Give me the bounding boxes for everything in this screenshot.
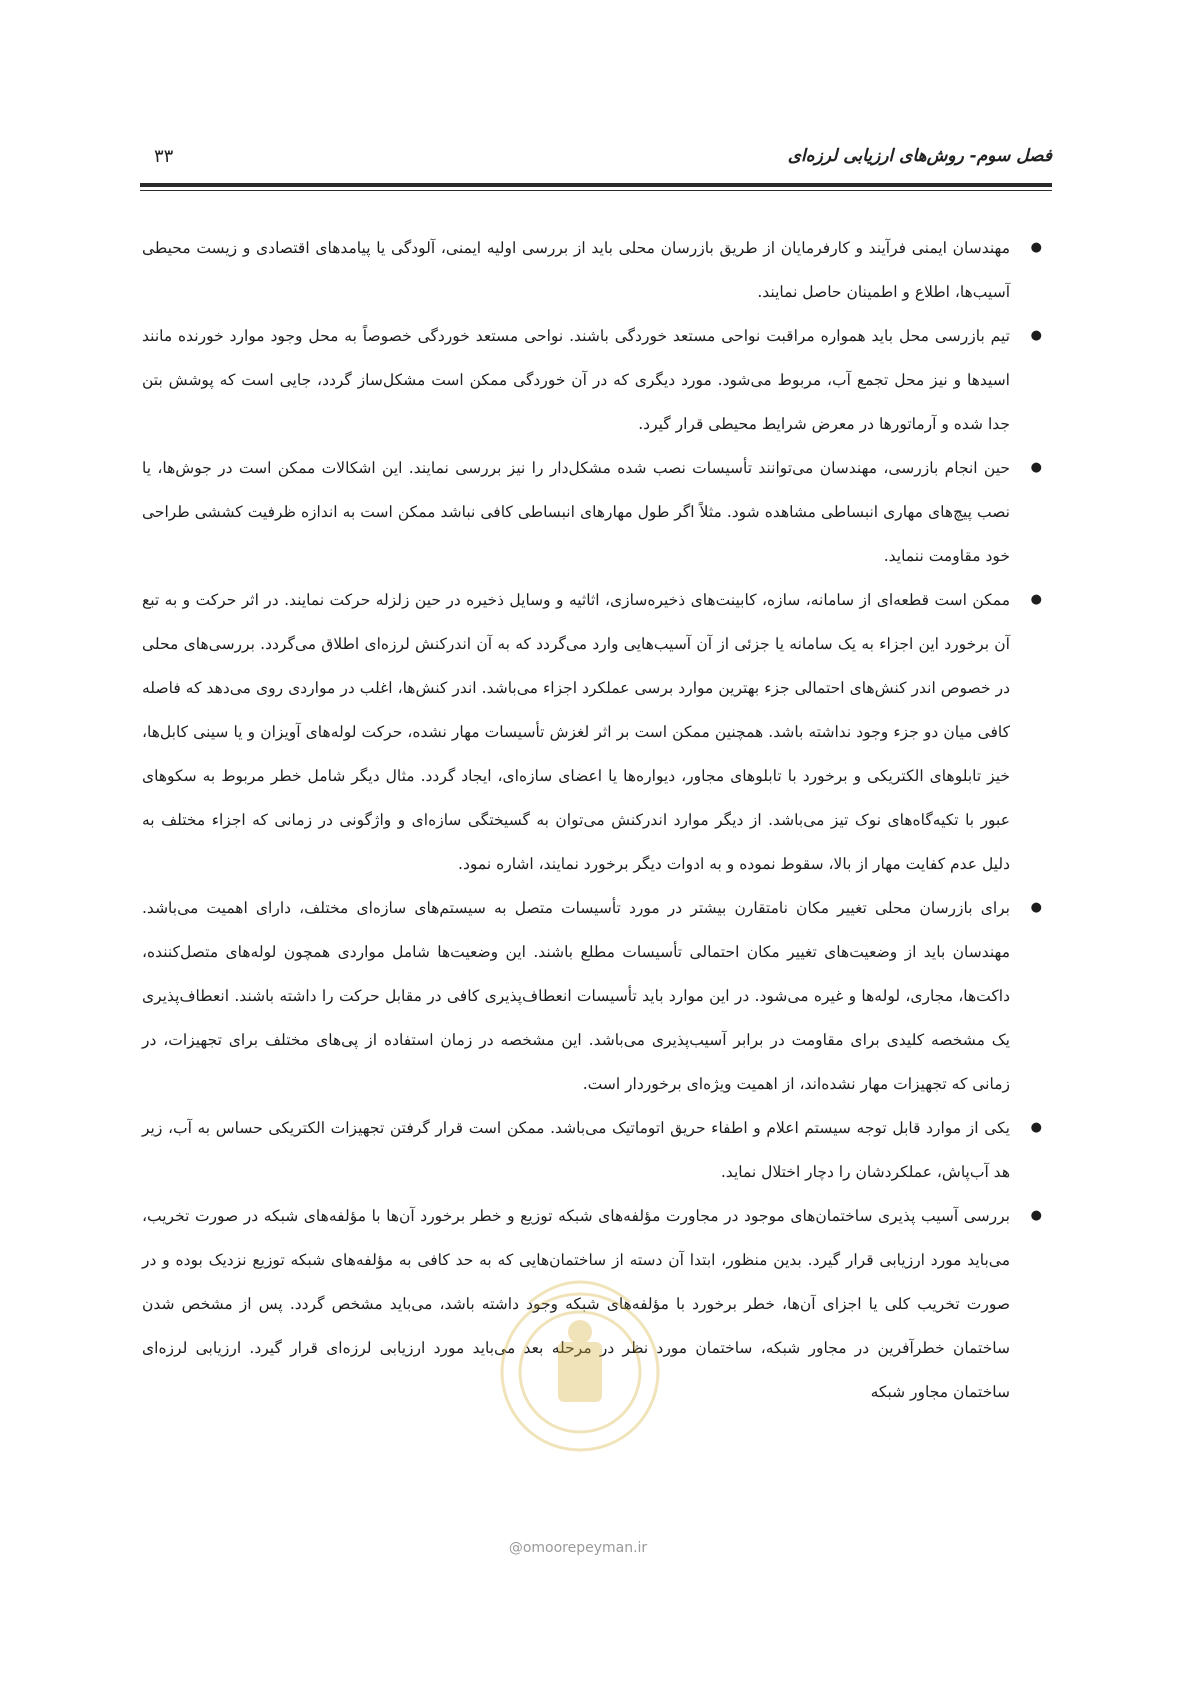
bullet-text: برای بازرسان محلی تغییر مکان نامتقارن بیشتر در مورد تأسیسات متصل به سیستم‌های سازه‌ای مختلف، دارای اهمیت می‌باشد. مهندسان باید از وضعیت‌های تغییر مکان احتمالی تأسیسات مطلع باشند. این وضعیت‌ها شامل مواردی همچون لوله‌های متصل‌کننده، داکت‌ها، مجاری، لوله‌ها و غیره می‌شود. در این موارد باید تأسیسات انعطاف‌پذیری کافی در مقابل حرکت را داشته باشند. انعطاف‌پذیری یک مشخصه کلیدی برای مقاومت در برابر آسیب‌پذیری می‌باشد. این مشخصه در زمان استفاده از پی‌های مختلف برای تجهیزات، در زمانی که تجهیزات مهار نشده‌اند، از اهمیت ویژه‌ای برخوردار است. xyxy=(142,899,1010,1093)
bullet-icon: ● xyxy=(1030,1208,1042,1223)
bullet-list xyxy=(142,226,1050,1414)
bullet-icon: ● xyxy=(1030,460,1042,475)
bullet-icon: ● xyxy=(1030,1120,1042,1135)
page-number: ۳۳ xyxy=(154,146,174,167)
bullet-icon: ● xyxy=(1030,328,1042,343)
header-rule-thin xyxy=(140,190,1052,191)
body-content xyxy=(142,226,1050,1414)
watermark-url: @omoorepeyman.ir xyxy=(508,1540,648,1556)
bullet-item xyxy=(142,578,1050,886)
bullet-icon: ● xyxy=(1030,240,1042,255)
bullet-item xyxy=(142,1194,1050,1414)
bullet-item xyxy=(142,1106,1050,1194)
bullet-item xyxy=(142,314,1050,446)
bullet-item xyxy=(142,446,1050,578)
bullet-text: بررسی آسیب پذیری ساختمان‌های موجود در مجاورت مؤلفه‌های شبکه توزیع و خطر برخورد آن‌ها با مؤلفه‌های شبکه در صورت تخریب، می‌باید مورد ارزیابی قرار گیرد. بدین منظور، ابتدا آن دسته از ساختمان‌هایی که به حد کافی به مؤلفه‌های شبکه توزیع نزدیک بوده و در صورت تخریب کلی یا اجزای آن‌ها، خطر برخورد با مؤلفه‌های شبکه وجود داشته باشد، می‌باید مشخص گردد. پس از مشخص شدن ساختمان خطرآفرین در مجاور شبکه، ساختمان مورد نظر در مرحله بعد می‌باید مورد ارزیابی لرزه‌ای قرار گیرد. ارزیابی لرزه‌ای ساختمان مجاور شبکه xyxy=(142,1207,1010,1401)
bullet-icon: ● xyxy=(1030,592,1042,607)
bullet-text: ممکن است قطعه‌ای از سامانه، سازه، کابینت‌های ذخیره‌سازی، اثاثیه و وسایل ذخیره در حین زلزله حرکت نمایند. در اثر حرکت و به تبع آن برخورد این اجزاء به یک سامانه یا جزئی از آن آسیب‌هایی وارد می‌گردد که به آن اندرکنش لرزه‌ای اطلاق می‌گردد. بررسی‌های محلی در خصوص اندر کنش‌های احتمالی جزء بهترین موارد برسی عملکرد اجزاء می‌باشد. اندر کنش‌ها، اغلب در مواردی روی می‌دهد که فاصله کافی میان دو جزء وجود نداشته باشد. همچنین ممکن است بر اثر لغزش تأسیسات مهار نشده، حرکت لوله‌های آویزان و یا سینی کابل‌ها، خیز تابلوهای الکتریکی و برخورد با تابلوهای مجاور، دیواره‌ها یا اعضای سازه‌ای، ایجاد گردد. مثال دیگر شامل خطر مربوط به سکوهای عبور با تکیه‌گاه‌های نوک تیز می‌باشد. از دیگر موارد اندرکنش می‌توان به گسیختگی سازه‌ای و واژگونی در زمانی که اجزاء مختلف به دلیل عدم کفایت مهار از بالا، سقوط نموده و به ادوات دیگر برخورد نمایند، اشاره نمود. xyxy=(142,591,1010,873)
bullet-text: تیم بازرسی محل باید همواره مراقبت نواحی مستعد خوردگی باشند. نواحی مستعد خوردگی خصوصاً به محل وجود موارد خورنده مانند اسیدها و نیز محل تجمع آب، مربوط می‌شود. مورد دیگری که در آن خوردگی ممکن است مشکل‌ساز گردد، جایی است که پوشش بتن جدا شده و آرماتورها در معرض شرایط محیطی قرار گیرد. xyxy=(142,327,1010,433)
running-title: فصل سوم- روش‌های ارزیابی لرزه‌ای xyxy=(787,146,1052,166)
bullet-text: مهندسان ایمنی فرآیند و کارفرمایان از طریق بازرسان محلی باید از بررسی اولیه ایمنی، آلودگی یا پیامدهای اقتصادی و زیست محیطی آسیب‌ها، اطلاع و اطمینان حاصل نمایند. xyxy=(142,239,1010,301)
header-rule-thick xyxy=(140,183,1052,187)
bullet-item xyxy=(142,886,1050,1106)
bullet-item xyxy=(142,226,1050,314)
bullet-text: یکی از موارد قابل توجه سیستم اعلام و اطفاء حریق اتوماتیک می‌باشد. ممکن است قرار گرفتن تجهیزات الکتریکی حساس به آب، زیر هد آب‌پاش، عملکردشان را دچار اختلال نماید. xyxy=(142,1119,1010,1181)
bullet-text: حین انجام بازرسی، مهندسان می‌توانند تأسیسات نصب شده مشکل‌دار را نیز بررسی نمایند. این اشکالات ممکن است در جوش‌ها، یا نصب پیچ‌های مهاری انبساطی مشاهده شود. مثلاً اگر طول مهارهای انبساطی کافی نباشد ممکن است به اندازه ظرفیت کششی طراحی خود مقاومت ننماید. xyxy=(142,459,1010,565)
page-header xyxy=(140,146,1052,186)
bullet-icon: ● xyxy=(1030,900,1042,915)
